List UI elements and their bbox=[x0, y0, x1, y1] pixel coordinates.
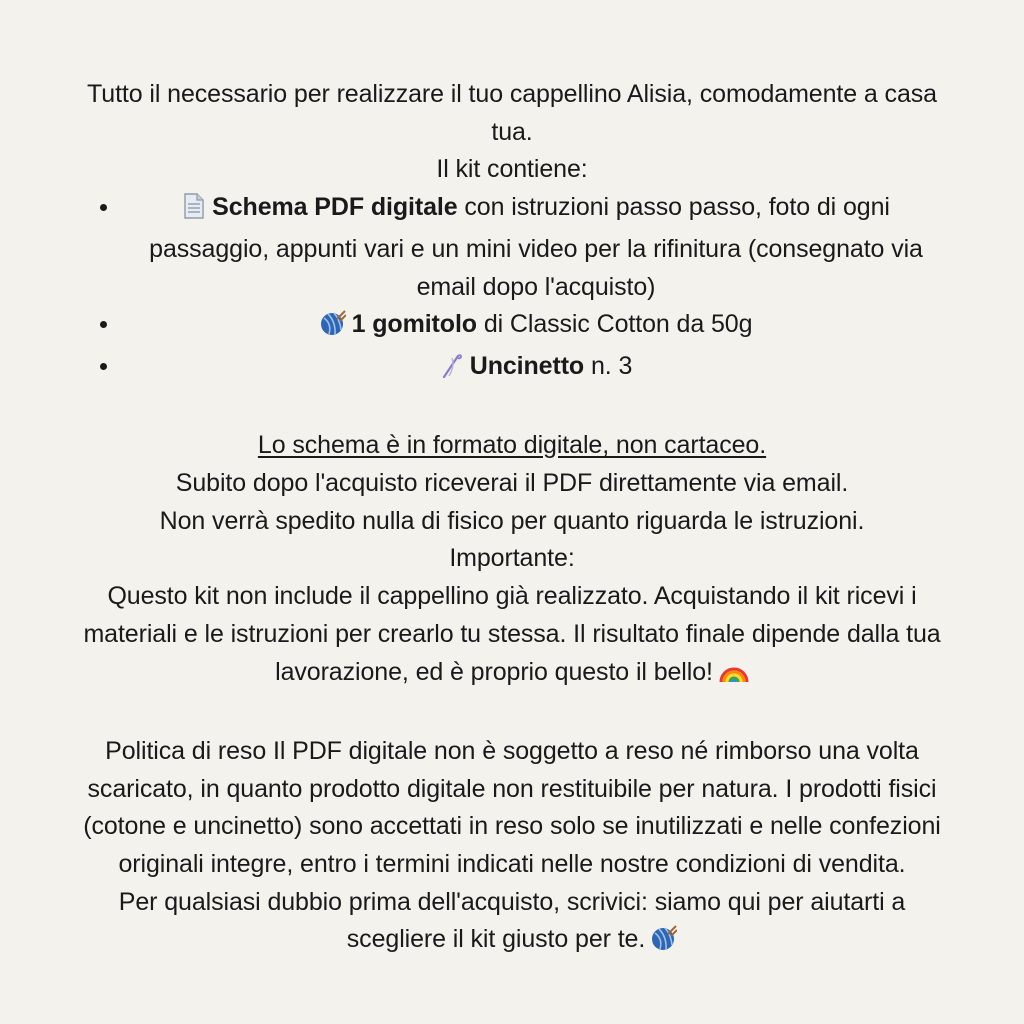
digital-notice-text: Subito dopo l'acquisto riceverai il PDF direttamente via email. bbox=[175, 469, 849, 498]
return-policy-text: Politica di reso Il PDF digitale non è soggetto a reso né rimborso una volta scaricato, in quanto prodotto digitale non restituibile per natura. I prodotti fisici (cotone e uncinetto) sono accettati in reso solo se inutilizzati e nelle confezioni originali integre, entro i termini indicati nelle nostre condizioni di vendita. bbox=[83, 736, 941, 879]
product-description bbox=[72, 76, 952, 963]
digital-notice-underlined: Lo schema è in formato digitale, non cartaceo. bbox=[257, 431, 767, 460]
kit-contents-list bbox=[72, 189, 952, 390]
important-text bbox=[72, 578, 952, 695]
important-heading: Importante: bbox=[449, 544, 575, 573]
important-body: Questo kit non include il cappellino già realizzato. Acquistando il kit ricevi i materiali e le istruzioni per crearlo tu stessa. Il risultato finale dipende dalla tua lavorazione, ed è proprio questo il bello! bbox=[83, 582, 941, 686]
kit-item-title: Schema PDF digitale bbox=[212, 193, 458, 222]
digital-notice-text: Non verrà spedito nulla di fisico per quanto riguarda le istruzioni. bbox=[159, 506, 865, 535]
spacer bbox=[72, 390, 952, 428]
closing-body: Per qualsiasi dubbio prima dell'acquisto, scrivici: siamo qui per aiutarti a scegliere il kit giusto per te. bbox=[118, 887, 906, 954]
list-item bbox=[72, 306, 952, 348]
crochet-hook-icon bbox=[440, 352, 464, 390]
yarn-ball-icon bbox=[651, 925, 677, 963]
rainbow-icon bbox=[719, 658, 749, 696]
list-item bbox=[72, 348, 952, 390]
kit-item-description: con istruzioni passo passo, foto di ogni passaggio, appunti vari e un mini video per la rifinitura (consegnato via email dopo l'acquisto) bbox=[149, 193, 923, 301]
kit-item-title: Uncinetto bbox=[469, 351, 585, 380]
document-icon bbox=[182, 193, 206, 231]
kit-contents-heading: Il kit contiene: bbox=[436, 155, 588, 184]
spacer bbox=[72, 695, 952, 733]
kit-item-description: n. 3 bbox=[584, 351, 633, 380]
digital-notice-heading bbox=[72, 427, 952, 465]
intro-text: Tutto il necessario per realizzare il tuo cappellino Alisia, comodamente a casa tua. bbox=[87, 80, 937, 146]
yarn-ball-icon bbox=[320, 310, 346, 348]
closing-text bbox=[72, 884, 952, 963]
kit-item-description: di Classic Cotton da 50g bbox=[476, 310, 753, 339]
kit-item-title: 1 gomitolo bbox=[351, 310, 477, 339]
list-item bbox=[72, 189, 952, 306]
